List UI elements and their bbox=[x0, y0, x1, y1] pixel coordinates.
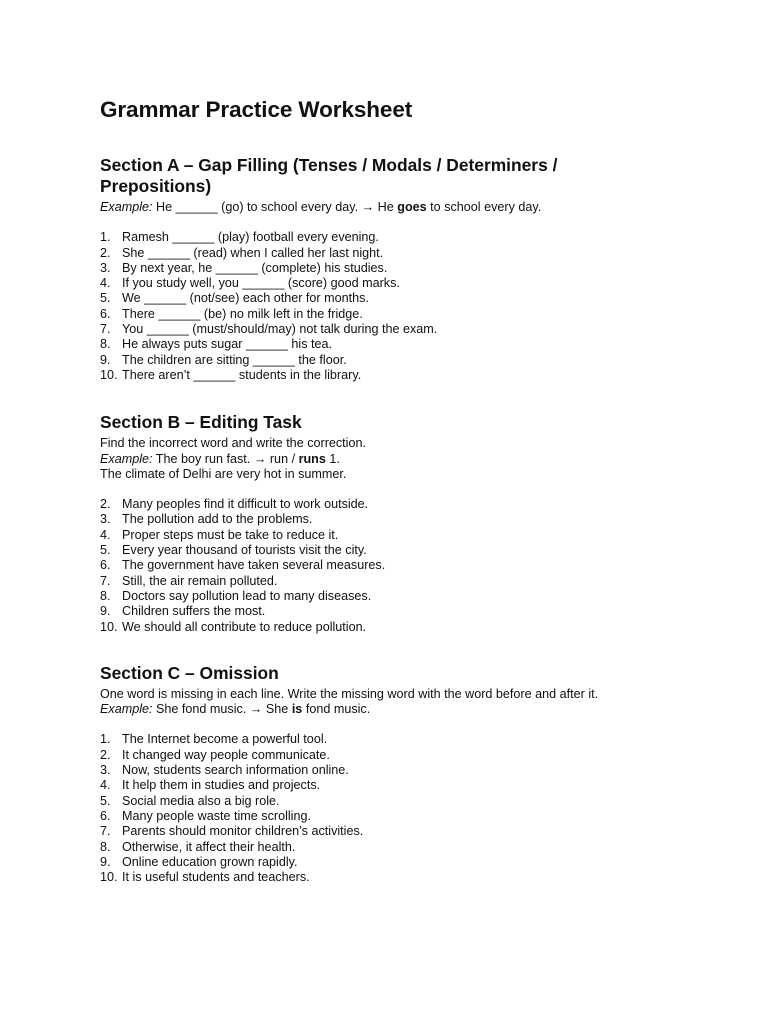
list-item bbox=[100, 748, 700, 763]
list-item bbox=[100, 604, 700, 619]
item-number: 7. bbox=[100, 322, 111, 337]
item-number: 10. bbox=[100, 619, 118, 634]
section-c-instruction: One word is missing in each line. Write the missing word with the word before and after it. bbox=[100, 686, 599, 701]
list-item bbox=[100, 368, 700, 383]
worksheet-page bbox=[100, 96, 700, 885]
item-number: 3. bbox=[100, 512, 111, 527]
list-item bbox=[100, 512, 700, 527]
list-item bbox=[100, 322, 700, 337]
item-text: The pollution add to the problems. bbox=[122, 512, 313, 527]
section-a-heading-line2: Prepositions) bbox=[100, 176, 212, 196]
section-b-list bbox=[100, 497, 700, 635]
list-item bbox=[100, 543, 700, 558]
item-number: 5. bbox=[100, 291, 111, 306]
item-number: 6. bbox=[100, 808, 111, 823]
example-text-before: He ______ (go) to school every day. → He bbox=[152, 200, 398, 214]
item-number: 2. bbox=[100, 747, 111, 762]
example-text-before: The boy run fast. → run / bbox=[152, 451, 299, 466]
item-text: There aren’t ______ students in the library. bbox=[122, 367, 362, 382]
item-text: She ______ (read) when I called her last night. bbox=[122, 245, 384, 260]
item-number: 8. bbox=[100, 839, 111, 854]
item-text: It is useful students and teachers. bbox=[122, 870, 310, 885]
list-item bbox=[100, 276, 700, 291]
section-c-heading: Section C – Omission bbox=[100, 662, 279, 683]
section-c-list bbox=[100, 732, 700, 885]
section-a-heading-line1: Section A – Gap Filling (Tenses / Modals / Determiners / bbox=[100, 155, 558, 175]
list-item bbox=[100, 230, 700, 245]
item-number: 6. bbox=[100, 306, 111, 321]
item-number: 4. bbox=[100, 276, 111, 291]
section-b-first-line: The climate of Delhi are very hot in summer. bbox=[100, 466, 347, 481]
section-a-heading bbox=[100, 155, 700, 197]
list-item bbox=[100, 337, 700, 352]
section-b-heading: Section B – Editing Task bbox=[100, 412, 302, 433]
item-text: Now, students search information online. bbox=[122, 763, 349, 778]
list-item bbox=[100, 778, 700, 793]
list-item bbox=[100, 261, 700, 276]
item-number: 2. bbox=[100, 245, 111, 260]
item-number: 6. bbox=[100, 558, 111, 573]
list-item bbox=[100, 528, 700, 543]
item-text: Many people waste time scrolling. bbox=[122, 808, 311, 823]
item-text: He always puts sugar ______ his tea. bbox=[122, 337, 333, 352]
section-a-list bbox=[100, 230, 700, 383]
section-c-example bbox=[100, 702, 700, 717]
item-number: 7. bbox=[100, 573, 111, 588]
item-number: 7. bbox=[100, 824, 111, 839]
list-item bbox=[100, 620, 700, 635]
item-number: 2. bbox=[100, 497, 111, 512]
item-number: 10. bbox=[100, 870, 118, 885]
item-text: Otherwise, it affect their health. bbox=[122, 839, 296, 854]
example-label: Example: bbox=[100, 451, 153, 466]
item-text: Online education grown rapidly. bbox=[122, 854, 298, 869]
page-title: Grammar Practice Worksheet bbox=[100, 97, 413, 122]
item-number: 9. bbox=[100, 604, 111, 619]
item-text: By next year, he ______ (complete) his studies. bbox=[122, 260, 388, 275]
example-label: Example: bbox=[100, 702, 153, 717]
list-item bbox=[100, 824, 700, 839]
list-item bbox=[100, 246, 700, 261]
list-item bbox=[100, 307, 700, 322]
item-number: 5. bbox=[100, 793, 111, 808]
item-text: We ______ (not/see) each other for months. bbox=[122, 291, 369, 306]
item-number: 10. bbox=[100, 367, 118, 382]
item-text: Still, the air remain polluted. bbox=[122, 573, 278, 588]
list-item bbox=[100, 291, 700, 306]
list-item bbox=[100, 870, 700, 885]
item-number: 5. bbox=[100, 543, 111, 558]
item-text: If you study well, you ______ (score) good marks. bbox=[122, 276, 400, 291]
item-text: Proper steps must be take to reduce it. bbox=[122, 527, 339, 542]
list-item bbox=[100, 809, 700, 824]
section-a-example bbox=[100, 200, 700, 215]
section-b bbox=[100, 412, 700, 635]
item-text: The Internet become a powerful tool. bbox=[122, 732, 328, 747]
example-text-before: She fond music. → She bbox=[152, 702, 292, 717]
section-c bbox=[100, 663, 700, 886]
example-text-after: 1. bbox=[325, 451, 340, 466]
item-text: It help them in studies and projects. bbox=[122, 778, 321, 793]
item-text: Parents should monitor children’s activities. bbox=[122, 824, 364, 839]
section-a bbox=[100, 155, 700, 383]
list-item bbox=[100, 840, 700, 855]
item-text: Ramesh ______ (play) football every evening. bbox=[122, 230, 379, 245]
item-number: 9. bbox=[100, 854, 111, 869]
item-number: 4. bbox=[100, 778, 111, 793]
item-number: 1. bbox=[100, 732, 111, 747]
list-item bbox=[100, 732, 700, 747]
list-item bbox=[100, 794, 700, 809]
list-item bbox=[100, 558, 700, 573]
list-item bbox=[100, 763, 700, 778]
item-number: 9. bbox=[100, 352, 111, 367]
item-text: There ______ (be) no milk left in the fridge. bbox=[122, 306, 363, 321]
item-number: 8. bbox=[100, 588, 111, 603]
item-text: Doctors say pollution lead to many diseases. bbox=[122, 588, 372, 603]
example-answer: is bbox=[291, 702, 303, 717]
item-text: It changed way people communicate. bbox=[122, 747, 330, 762]
section-b-example bbox=[100, 452, 700, 467]
item-text: Many peoples find it difficult to work outside. bbox=[122, 497, 369, 512]
list-item bbox=[100, 855, 700, 870]
item-text: The children are sitting ______ the floor. bbox=[122, 352, 347, 367]
item-text: The government have taken several measures. bbox=[122, 558, 386, 573]
item-text: You ______ (must/should/may) not talk during the exam. bbox=[122, 322, 438, 337]
item-text: Children suffers the most. bbox=[122, 604, 266, 619]
example-text-after: to school every day. bbox=[426, 200, 542, 214]
item-text: We should all contribute to reduce pollution. bbox=[122, 619, 367, 634]
section-b-instruction: Find the incorrect word and write the correction. bbox=[100, 436, 366, 451]
example-answer: goes bbox=[397, 200, 427, 214]
list-item bbox=[100, 497, 700, 512]
example-label: Example: bbox=[100, 200, 153, 214]
list-item bbox=[100, 353, 700, 368]
item-text: Social media also a big role. bbox=[122, 793, 280, 808]
list-item bbox=[100, 574, 700, 589]
item-number: 1. bbox=[100, 230, 111, 245]
example-answer: runs bbox=[298, 451, 326, 466]
example-text-after: fond music. bbox=[302, 702, 371, 717]
item-number: 4. bbox=[100, 527, 111, 542]
item-number: 3. bbox=[100, 260, 111, 275]
item-text: Every year thousand of tourists visit the city. bbox=[122, 543, 367, 558]
item-number: 3. bbox=[100, 763, 111, 778]
list-item bbox=[100, 589, 700, 604]
item-number: 8. bbox=[100, 337, 111, 352]
